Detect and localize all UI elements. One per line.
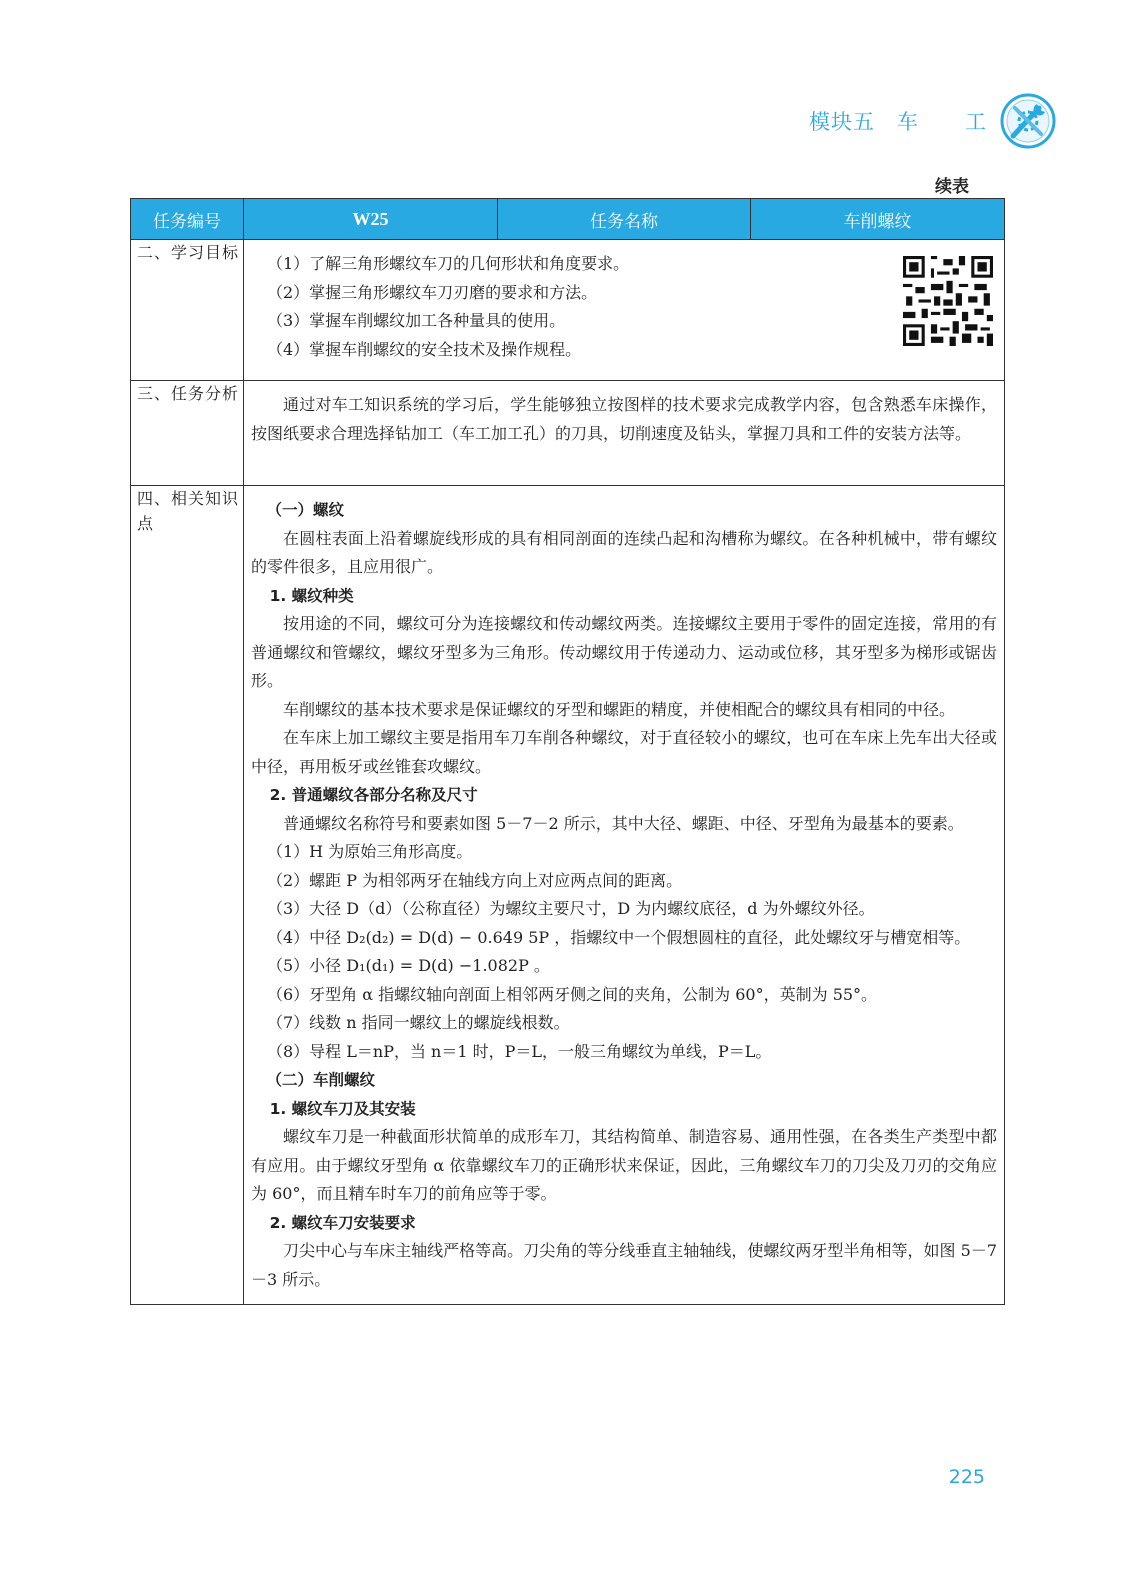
knowledge-paragraph: 按用途的不同，螺纹可分为连接螺纹和传动螺纹两类。连接螺纹主要用于零件的固定连接，常用的有普通螺纹和管螺纹，螺纹牙型多为三角形。传动螺纹用于传递动力、运动或位移，其牙型多为梯形或锯齿形。 (251, 614, 997, 690)
qr-code-icon (903, 256, 993, 346)
analysis-text: 通过对车工知识系统的学习后，学生能够独立按图样的技术要求完成教学内容，包含熟悉车床操作，按图纸要求合理选择钻加工（车工加工孔）的刀具，切削速度及钻头，掌握刀具和工件的安装方法等。 (251, 395, 997, 443)
knowledge-list-item: （4）中径 D₂(d₂) = D(d) − 0.649 5P ，指螺纹中一个假想圆柱的直径，此处螺纹牙与槽宽相等。 (267, 927, 971, 947)
knowledge-list-item: （6）牙型角 α 指螺纹轴向剖面上相邻两牙侧之间的夹角，公制为 60°，英制为 55°。 (267, 984, 878, 1004)
knowledge-heading: （二）车削螺纹 (266, 1071, 376, 1089)
goal-item-1: （1）了解三角形螺纹车刀的几何形状和角度要求。 (267, 254, 630, 273)
knowledge-paragraph: 车削螺纹的基本技术要求是保证螺纹的牙型和螺距的精度，并使相配合的螺纹具有相同的中径。 (283, 699, 956, 719)
knowledge-list-item: （2）螺距 P 为相邻两牙在轴线方向上对应两点间的距离。 (267, 870, 683, 890)
knowledge-heading: 2. 螺纹车刀安装要求 (269, 1213, 416, 1232)
header-task-name-value: 车削螺纹 (751, 199, 1005, 240)
knowledge-row (131, 486, 1005, 1305)
wrench-gear-icon (999, 92, 1057, 150)
knowledge-heading: （一）螺纹 (266, 501, 345, 519)
module-char-2: 工 (965, 110, 987, 134)
goals-row (131, 240, 1005, 381)
header-task-number-value: W25 (244, 199, 498, 240)
header-task-number-label: 任务编号 (131, 199, 244, 240)
knowledge-list-item: （5）小径 D₁(d₁) = D(d) −1.082P 。 (267, 956, 550, 975)
knowledge-paragraph: 普通螺纹名称符号和要素如图 5－7－2 所示，其中大径、螺距、中径、牙型角为最基本的要素。 (283, 813, 964, 833)
knowledge-label: 四、相关知识点 (131, 486, 244, 1305)
knowledge-heading: 2. 普通螺纹各部分名称及尺寸 (269, 786, 478, 804)
knowledge-paragraph: 刀尖中心与车床主轴线严格等高。刀尖角的等分线垂直主轴轴线，使螺纹两牙型半角相等，如图 5－7－3 所示。 (251, 1241, 997, 1289)
header-task-name-label: 任务名称 (498, 199, 751, 240)
goal-item-4: （4）掌握车削螺纹的安全技术及操作规程。 (267, 339, 582, 359)
continued-label: 续表 (935, 177, 969, 197)
goals-content (244, 240, 1005, 381)
knowledge-paragraph: 螺纹车刀是一种截面形状简单的成形车刀，其结构简单、制造容易、通用性强，在各类生产类型中都有应用。由于螺纹牙型角 α 依靠螺纹车刀的正确形状来保证，因此，三角螺纹车刀的刀尖及刀刃的交角应为 60°，而且精车时车刀的前角应等于零。 (251, 1127, 997, 1203)
analysis-label: 三、任务分析 (131, 381, 244, 486)
knowledge-heading: 1. 螺纹车刀及其安装 (269, 1099, 416, 1118)
knowledge-paragraph: 在圆柱表面上沿着螺旋线形成的具有相同剖面的连续凸起和沟槽称为螺纹。在各种机械中，带有螺纹的零件很多，且应用很广。 (251, 528, 997, 576)
table-header-row (131, 199, 1005, 240)
knowledge-paragraph: 在车床上加工螺纹主要是指用车刀车削各种螺纹，对于直径较小的螺纹，也可在车床上先车出大径或中径，再用板牙或丝锥套攻螺纹。 (251, 728, 997, 776)
knowledge-heading: 1. 螺纹种类 (269, 586, 354, 605)
analysis-content (244, 381, 1005, 486)
knowledge-list-item: （1）H 为原始三角形高度。 (267, 842, 473, 861)
module-label: 模块五 (809, 110, 875, 134)
page-number: 225 (948, 1466, 985, 1488)
knowledge-list-item: （8）导程 L＝nP，当 n＝1 时，P＝L，一般三角螺纹为单线，P＝L。 (267, 1041, 772, 1061)
knowledge-content (244, 486, 1005, 1305)
module-char-1: 车 (897, 110, 919, 134)
goal-item-3: （3）掌握车削螺纹加工各种量具的使用。 (267, 311, 566, 330)
page-header (809, 92, 1057, 150)
knowledge-list-item: （3）大径 D（d）（公称直径）为螺纹主要尺寸，D 为内螺纹底径，d 为外螺纹外径。 (267, 899, 875, 918)
module-title (809, 106, 987, 136)
analysis-row (131, 381, 1005, 486)
task-table (130, 198, 1005, 1305)
knowledge-list-item: （7）线数 n 指同一螺纹上的螺旋线根数。 (267, 1013, 570, 1032)
goals-label: 二、学习目标 (131, 240, 244, 381)
goal-item-2: （2）掌握三角形螺纹车刀刃磨的要求和方法。 (267, 282, 598, 302)
